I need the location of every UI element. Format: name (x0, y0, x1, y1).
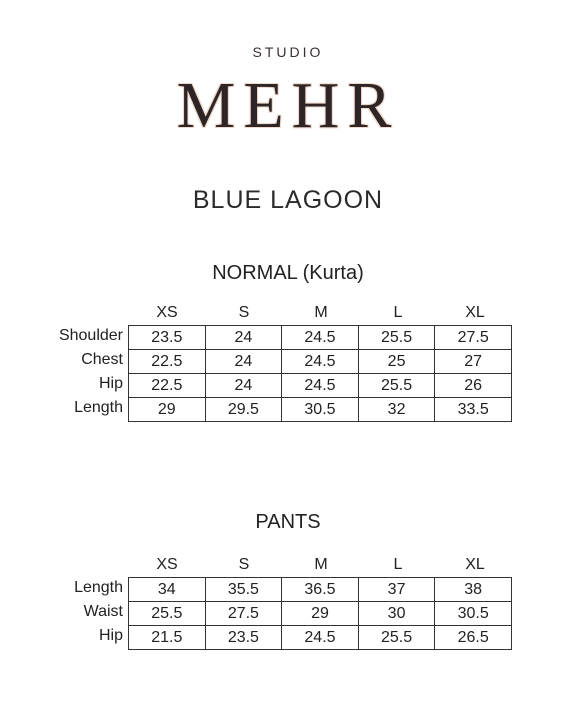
table-cell: 24.5 (282, 350, 359, 374)
row-label-hip: Hip (98, 375, 123, 392)
brand-logo: MEHR (176, 69, 400, 142)
table-cell: 21.5 (129, 626, 206, 650)
table-row (129, 326, 512, 350)
size-header: XS (156, 304, 178, 321)
size-header: XL (465, 304, 485, 321)
row-label-length: Length (74, 579, 123, 596)
table-cell: 24 (206, 374, 283, 398)
row-label-shoulder: Shoulder (58, 327, 123, 344)
table-cell: 30.5 (435, 602, 512, 626)
table-cell: 25.5 (359, 374, 436, 398)
table-cell: 24 (206, 350, 283, 374)
table-cell: 29.5 (206, 398, 283, 422)
measurement-grid (128, 577, 512, 650)
table-cell: 27 (435, 350, 512, 374)
table-cell: 30.5 (282, 398, 359, 422)
table-cell: 25 (359, 350, 436, 374)
table-cell: 27.5 (435, 326, 512, 350)
size-header: L (393, 556, 403, 573)
table-cell: 37 (359, 578, 436, 602)
table-cell: 24.5 (282, 374, 359, 398)
size-header: M (314, 556, 328, 573)
table-cell: 22.5 (129, 350, 206, 374)
row-label-chest: Chest (81, 351, 123, 368)
table-cell: 29 (282, 602, 359, 626)
table-cell: 30 (359, 602, 436, 626)
table-cell: 25.5 (359, 326, 436, 350)
table-cell: 24 (206, 326, 283, 350)
size-header: XS (156, 556, 178, 573)
table-cell: 35.5 (206, 578, 283, 602)
measurement-grid (128, 325, 512, 422)
table-row (129, 398, 512, 422)
table-row (129, 374, 512, 398)
size-header: S (238, 304, 250, 321)
table-cell: 36.5 (282, 578, 359, 602)
table-cell: 25.5 (359, 626, 436, 650)
table-cell: 25.5 (129, 602, 206, 626)
size-header: M (314, 304, 328, 321)
table-cell: 24.5 (282, 626, 359, 650)
section-title-kurta: NORMAL (Kurta) (212, 262, 364, 284)
table-cell: 33.5 (435, 398, 512, 422)
table-cell: 24.5 (282, 326, 359, 350)
table-cell: 34 (129, 578, 206, 602)
size-header: XL (465, 556, 485, 573)
table-cell: 26 (435, 374, 512, 398)
size-header: S (238, 556, 250, 573)
table-cell: 32 (359, 398, 436, 422)
brand-studio-label: STUDIO (252, 44, 324, 60)
table-cell: 27.5 (206, 602, 283, 626)
row-label-hip: Hip (98, 627, 123, 644)
table-row (129, 602, 512, 626)
table-row (129, 578, 512, 602)
section-title-pants: PANTS (255, 511, 321, 533)
table-cell: 23.5 (206, 626, 283, 650)
table-cell: 22.5 (129, 374, 206, 398)
table-row (129, 350, 512, 374)
row-label-length: Length (74, 399, 123, 416)
table-cell: 38 (435, 578, 512, 602)
size-header: L (393, 304, 403, 321)
table-row (129, 626, 512, 650)
row-label-waist: Waist (83, 603, 123, 620)
table-cell: 26.5 (435, 626, 512, 650)
collection-title: BLUE LAGOON (192, 186, 384, 214)
table-cell: 29 (129, 398, 206, 422)
table-cell: 23.5 (129, 326, 206, 350)
